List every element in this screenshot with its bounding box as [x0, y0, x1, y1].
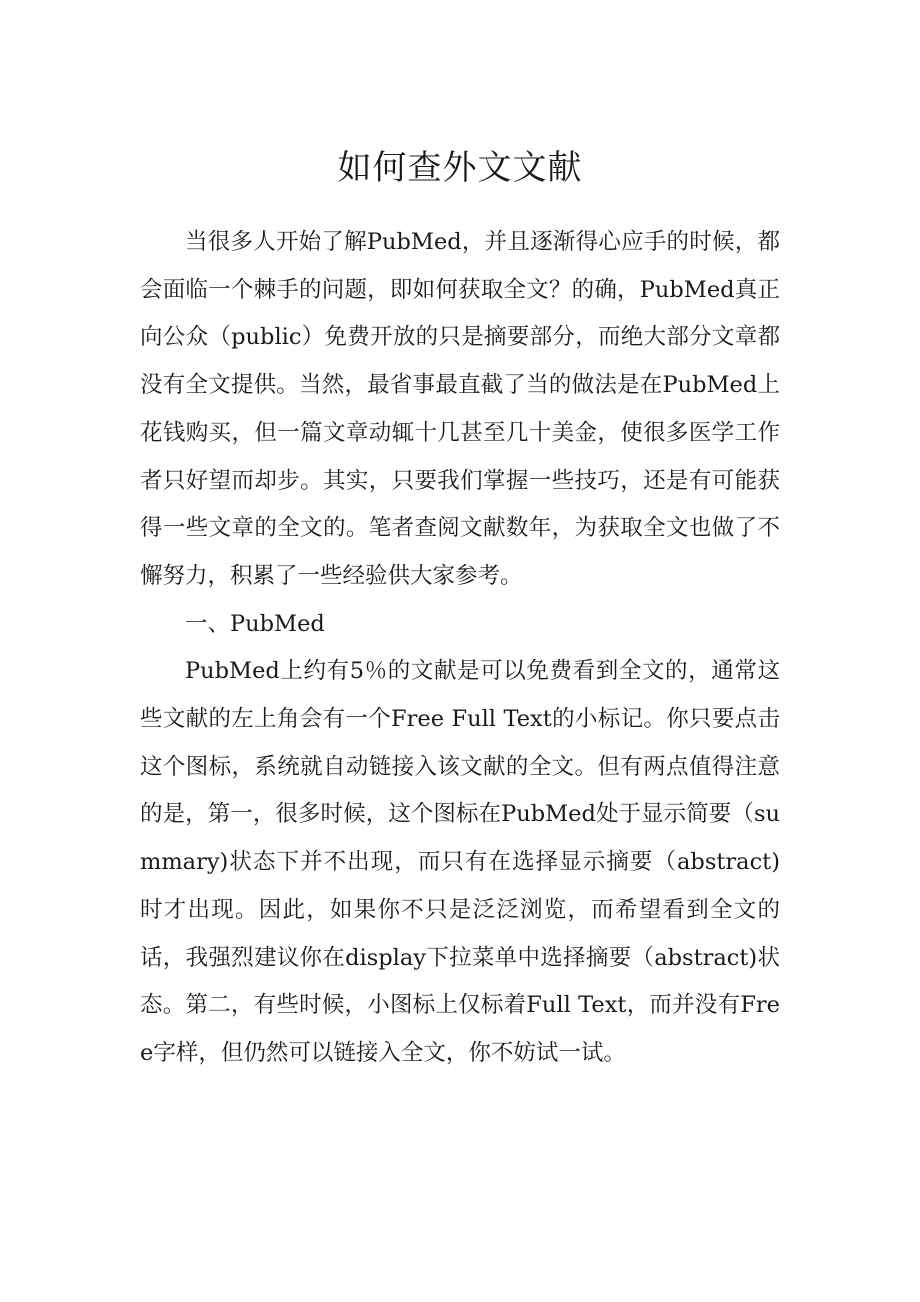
intro-paragraph: 当很多人开始了解PubMed，并且逐渐得心应手的时候，都会面临一个棘手的问题，即如何获取全文？的确，PubMed真正向公众（public）免费开放的只是摘要部分，而绝大部分文章都没有全文提供。当然，最省事最直截了当的做法是在PubMed上花钱购买，但一篇文章动辄十几甚至几十美金，使很多医学工作者只好望而却步。其实，只要我们掌握一些技巧，还是有可能获得一些文章的全文的。笔者查阅文献数年，为获取全文也做了不懈努力，积累了一些经验供大家参考。: [140, 229, 780, 589]
document-title: 如何查外文文献: [337, 148, 583, 188]
pubmed-paragraph: PubMed上约有5％的文献是可以免费看到全文的，通常这些文献的左上角会有一个Free Full Text的小标记。你只要点击这个图标，系统就自动链接入该文献的全文。但有两点值得注意的是，第一，很多时候，这个图标在PubMed处于显示简要（summary)状态下并不出现，而只有在选择显示摘要（abstract)时才出现。因此，如果你不只是泛泛浏览，而希望看到全文的话，我强烈建议你在display下拉菜单中选择摘要（abstract)状态。第二，有些时候，小图标上仅标着Full Text，而并没有Free字样，但仍然可以链接入全文，你不妨试一试。: [140, 658, 780, 1066]
document-body: [140, 219, 780, 1078]
section-heading-pubmed: 一、PubMed: [185, 610, 325, 637]
